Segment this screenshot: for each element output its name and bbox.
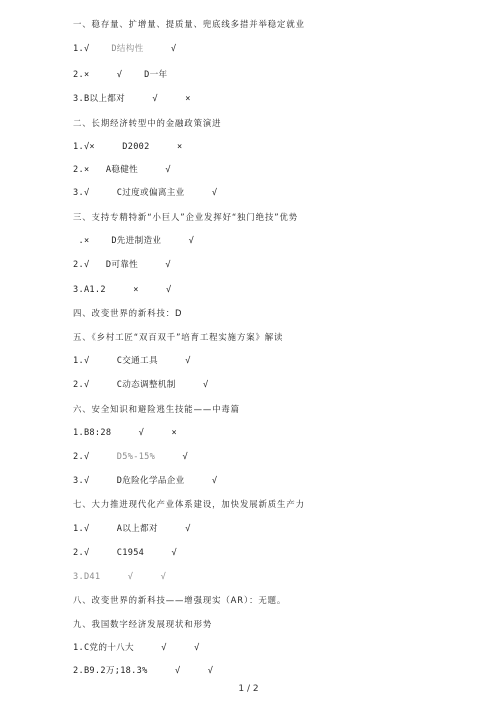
answer-line bbox=[73, 235, 194, 247]
answer-text: 2.√ bbox=[73, 452, 117, 462]
answer-line bbox=[73, 259, 171, 271]
answer-line bbox=[73, 523, 191, 535]
section-heading-2: 二、长期经济转型中的金融政策演进 bbox=[73, 118, 222, 128]
answer-text: 2.√ D可靠性 √ bbox=[73, 260, 171, 270]
answer-line bbox=[73, 43, 176, 55]
answer-text: 3.D41 √ √ bbox=[73, 572, 167, 582]
answer-line bbox=[73, 93, 191, 105]
answer-text: 2.× A稳健性 √ bbox=[73, 165, 171, 175]
answer-line bbox=[73, 642, 200, 654]
answer-line bbox=[73, 547, 177, 559]
answer-line bbox=[73, 141, 182, 153]
answer-text: 3.√ C过度或偏离主业 √ bbox=[73, 188, 218, 198]
answer-text: 2.√ C1954 √ bbox=[73, 548, 178, 558]
answer-text: 2.× √ D一年 bbox=[73, 70, 168, 80]
answer-line bbox=[73, 69, 167, 81]
answer-line bbox=[73, 427, 177, 439]
answer-line bbox=[73, 665, 213, 677]
section-heading-5: 五、《乡村工匠“双百双千”培育工程实施方案》解读 bbox=[73, 332, 284, 342]
answer-line bbox=[73, 475, 217, 487]
answer-text: 3.A1.2 × √ bbox=[73, 285, 172, 295]
answer-line bbox=[73, 284, 172, 296]
answer-text: 1.√× D2002 × bbox=[73, 142, 183, 152]
answer-line bbox=[73, 164, 171, 176]
answer-text: 3.√ D危险化学品企业 √ bbox=[73, 476, 218, 486]
section-heading-4: 四、改变世界的新科技：D bbox=[73, 308, 183, 318]
answer-text: D结构性 bbox=[111, 44, 144, 54]
section-heading-6: 六、安全知识和避险逃生技能——中毒篇 bbox=[73, 404, 240, 414]
page-number: 1 / 2 bbox=[238, 684, 259, 694]
section-heading-9: 九、我国数字经济发展现状和形势 bbox=[73, 619, 213, 629]
section-heading-3: 三、支持专精特新“小巨人”企业发挥好“独门绝技”优势 bbox=[73, 212, 299, 222]
answer-text: 1.B8:28 √ × bbox=[73, 428, 178, 438]
answer-text: .× D先进制造业 √ bbox=[73, 236, 195, 246]
answer-text: 1.C党的十八大 √ √ bbox=[73, 643, 200, 653]
answer-line bbox=[73, 355, 191, 367]
answer-line bbox=[73, 571, 166, 583]
section-heading-8: 八、改变世界的新科技——增强现实（AR）：无题。 bbox=[73, 595, 287, 605]
answer-text: 2.B9.2万;18.3% √ √ bbox=[73, 666, 214, 676]
answer-text: 2.√ C动态调整机制 √ bbox=[73, 380, 209, 390]
answer-text: 1.√ C交通工具 √ bbox=[73, 356, 191, 366]
answer-line bbox=[73, 379, 208, 391]
answer-text: 1.√ bbox=[73, 44, 112, 54]
section-heading-1: 一、稳存量、扩增量、提质量、兜底线多措并举稳定就业 bbox=[73, 19, 305, 29]
answer-line bbox=[73, 187, 217, 199]
answer-line bbox=[73, 451, 188, 463]
answer-text: 1.√ A以上都对 √ bbox=[73, 524, 191, 534]
answer-text: D5%-15% bbox=[116, 452, 156, 462]
section-heading-7: 七、大力推进现代化产业体系建设，加快发展新质生产力 bbox=[73, 499, 305, 509]
answer-text: √ bbox=[155, 452, 188, 462]
answer-text: √ bbox=[143, 44, 177, 54]
answer-text: 3.B以上都对 √ × bbox=[73, 94, 191, 104]
